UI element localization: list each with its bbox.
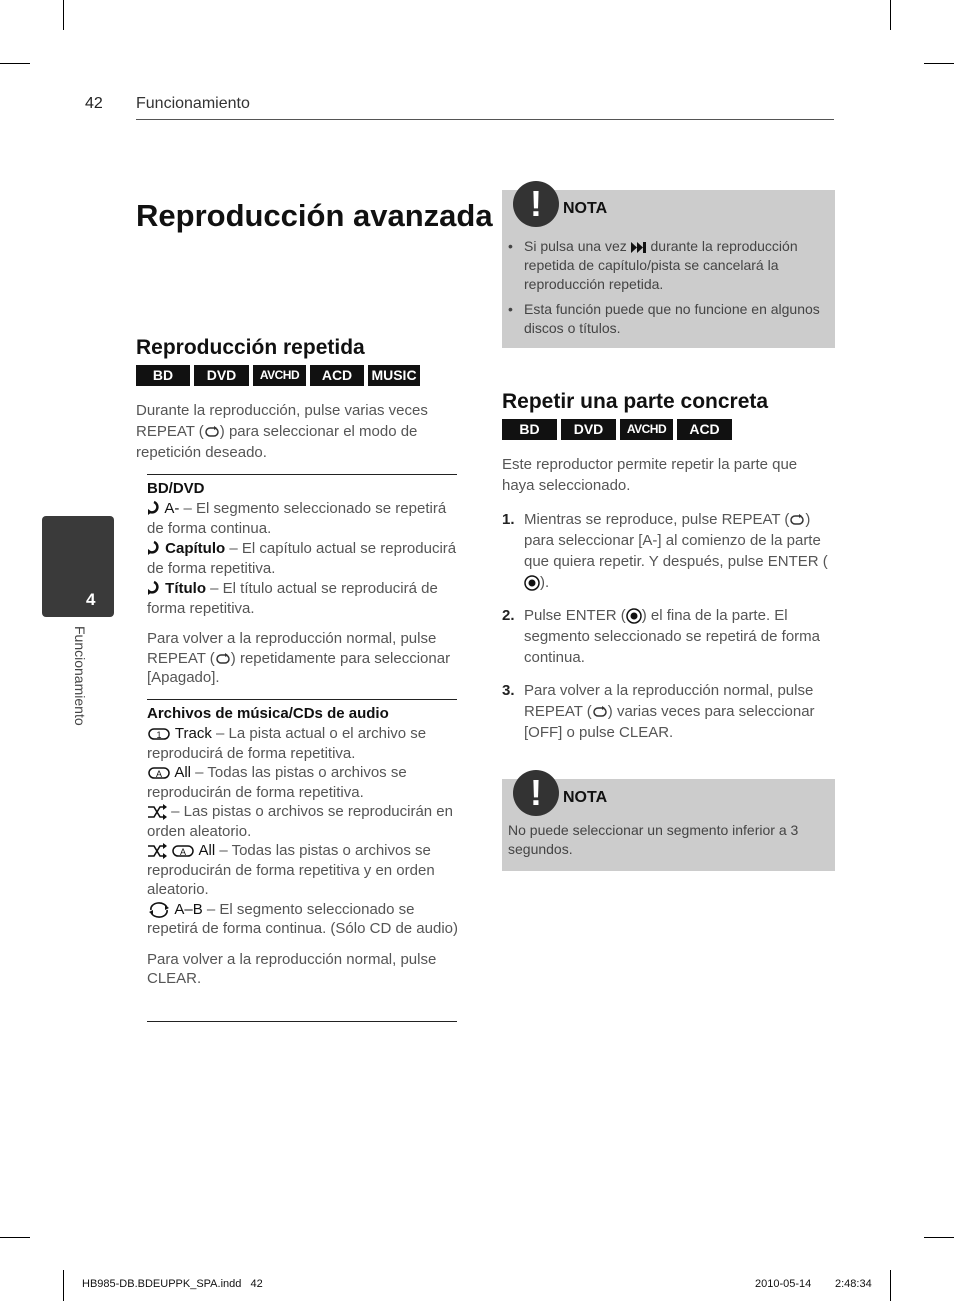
step-number: 2. bbox=[502, 607, 515, 624]
badge-dvd: DVD bbox=[194, 365, 249, 386]
bd-dvd-return bbox=[147, 629, 459, 688]
list-item bbox=[147, 763, 459, 802]
mode-label: Título bbox=[165, 580, 206, 597]
mode-desc: – El título actual se reproducirá de forma repetitiva. bbox=[147, 580, 438, 617]
crop-mark bbox=[0, 63, 30, 64]
subheading-bd-dvd: BD/DVD bbox=[147, 480, 205, 497]
mode-label: A–B bbox=[174, 900, 203, 918]
disc-badges bbox=[136, 365, 420, 386]
note-text: Si pulsa una vez bbox=[524, 238, 631, 254]
music-return: Para volver a la reproducción normal, pulse CLEAR. bbox=[147, 950, 437, 987]
disc-badges bbox=[502, 419, 732, 440]
note-title: NOTA bbox=[563, 200, 608, 217]
mode-label: A- bbox=[164, 500, 180, 517]
mode-label: All bbox=[174, 764, 192, 781]
mode-desc: – Todas las pistas o archivos se reproducirán de forma repetitiva y en orden aleatorio. bbox=[147, 842, 435, 898]
page-number: 42 bbox=[85, 95, 103, 112]
subheading-music: Archivos de música/CDs de audio bbox=[147, 705, 389, 722]
step-text: Pulse ENTER ( bbox=[524, 607, 626, 624]
mode-label: Capítulo bbox=[165, 540, 226, 557]
badge-acd: ACD bbox=[677, 419, 732, 440]
chapter-tab bbox=[42, 516, 114, 617]
enter-icon bbox=[524, 575, 540, 591]
step-text: Mientras se reproduce, pulse REPEAT ( bbox=[524, 511, 790, 528]
step-text: ) el fina de la parte. El segmento seleccionado se repetirá de forma continua. bbox=[524, 607, 821, 666]
mode-label: All bbox=[198, 842, 216, 859]
badge-dvd: DVD bbox=[561, 419, 616, 440]
step-item bbox=[502, 509, 832, 593]
step-text: Para volver a la reproducción normal, pulse REPEAT ( bbox=[524, 682, 814, 720]
note-text: No puede seleccionar un segmento inferior a 3 segundos. bbox=[508, 822, 799, 857]
return-text-end: ) repetidamente para seleccionar [Apagado]. bbox=[147, 649, 451, 686]
step-text: ) varias veces para seleccionar [OFF] o pulse CLEAR. bbox=[524, 703, 815, 741]
crop-mark bbox=[890, 1270, 891, 1301]
running-header: Funcionamiento bbox=[136, 95, 250, 112]
section-rule bbox=[147, 699, 457, 700]
note-item bbox=[502, 300, 832, 338]
exclamation-icon: ! bbox=[513, 181, 559, 227]
repeat-one-icon bbox=[147, 726, 171, 742]
crop-mark bbox=[63, 0, 64, 30]
footer-file bbox=[82, 1278, 263, 1290]
footer-filename: HB985-DB.BDEUPPK_SPA.indd bbox=[82, 1278, 242, 1290]
svg-text:1: 1 bbox=[156, 730, 162, 741]
mode-label: Track bbox=[174, 725, 212, 742]
mode-desc: – Todas las pistas o archivos se reproducirán de forma repetitiva. bbox=[147, 764, 407, 801]
footer-time: 2:48:34 bbox=[835, 1278, 872, 1290]
repeat-arrow-icon bbox=[147, 540, 161, 558]
svg-text:A: A bbox=[180, 847, 187, 858]
return-text: Para volver a la reproducción normal, pulse REPEAT ( bbox=[147, 630, 437, 667]
section-rule bbox=[147, 1021, 457, 1022]
enter-icon bbox=[626, 608, 642, 624]
crop-mark bbox=[0, 1237, 30, 1238]
list-item bbox=[147, 724, 459, 763]
badge-music: MUSIC bbox=[368, 365, 420, 386]
repeat-ab-icon bbox=[147, 902, 171, 918]
step-number: 1. bbox=[502, 511, 515, 528]
steps-list bbox=[502, 509, 832, 755]
step-text: ). bbox=[540, 574, 550, 591]
intro-text-end: ) para seleccionar el modo de repetición deseado. bbox=[136, 423, 418, 461]
repeat-icon bbox=[204, 426, 220, 438]
section-rule bbox=[147, 474, 457, 475]
chapter-label: Funcionamiento bbox=[72, 626, 88, 726]
repeat-all-icon bbox=[147, 765, 171, 781]
badge-bd: BD bbox=[502, 419, 557, 440]
repeat-arrow-icon bbox=[147, 500, 161, 518]
step-item bbox=[502, 605, 832, 668]
repeat-arrow-icon bbox=[147, 580, 161, 598]
mode-desc: – Las pistas o archivos se reproducirán en orden aleatorio. bbox=[147, 803, 453, 840]
header-rule bbox=[136, 119, 834, 120]
skip-next-icon bbox=[631, 242, 647, 253]
section-heading-part: Repetir una parte concreta bbox=[502, 390, 769, 413]
note-title: NOTA bbox=[563, 789, 608, 806]
badge-acd: ACD bbox=[310, 365, 364, 386]
page-title: Reproducción avanzada bbox=[136, 198, 493, 233]
list-item bbox=[147, 539, 459, 578]
intro-text: Durante la reproducción, pulse varias veces REPEAT ( bbox=[136, 402, 428, 440]
part-intro: Este reproductor permite repetir la parte que haya seleccionado. bbox=[502, 456, 798, 494]
bd-dvd-list bbox=[147, 499, 459, 688]
crop-mark bbox=[890, 0, 891, 30]
badge-avchd: AVCHD bbox=[620, 419, 673, 440]
footer-page: 42 bbox=[250, 1278, 263, 1290]
music-list bbox=[147, 724, 459, 989]
exclamation-icon: ! bbox=[513, 770, 559, 816]
section-heading-repeat: Reproducción repetida bbox=[136, 336, 365, 359]
mode-desc: – La pista actual o el archivo se reproducirá de forma repetitiva. bbox=[147, 725, 427, 762]
repeat-intro bbox=[136, 400, 456, 463]
list-item bbox=[147, 499, 459, 538]
note-text: Esta función puede que no funcione en algunos discos o títulos. bbox=[524, 301, 820, 336]
step-text: ) para seleccionar [A-] al comienzo de la parte que quiera repetir. Y después, pulse ENTER ( bbox=[524, 511, 828, 570]
mode-desc: – El capítulo actual se reproducirá de forma repetitiva. bbox=[147, 540, 457, 577]
shuffle-icon bbox=[147, 843, 167, 859]
mode-desc: – El segmento seleccionado se repetirá de forma continua. (Sólo CD de audio) bbox=[147, 900, 459, 937]
list-item bbox=[147, 841, 459, 900]
chapter-number: 4 bbox=[86, 590, 96, 609]
list-item bbox=[147, 900, 459, 939]
note-item bbox=[502, 237, 832, 294]
crop-mark bbox=[924, 63, 954, 64]
list-item bbox=[147, 802, 459, 841]
repeat-icon bbox=[789, 514, 805, 526]
badge-bd: BD bbox=[136, 365, 190, 386]
note-list bbox=[502, 237, 832, 344]
badge-avchd: AVCHD bbox=[253, 365, 306, 386]
repeat-icon bbox=[592, 706, 608, 718]
crop-mark bbox=[924, 1237, 954, 1238]
crop-mark bbox=[63, 1270, 64, 1301]
shuffle-icon bbox=[147, 804, 167, 820]
footer-date: 2010-05-14 bbox=[755, 1278, 812, 1290]
mode-desc: – El segmento seleccionado se repetirá de forma continua. bbox=[147, 500, 447, 537]
step-item bbox=[502, 680, 832, 743]
list-item bbox=[147, 579, 459, 618]
repeat-icon bbox=[215, 653, 231, 665]
note-text-end: durante la reproducción repetida de capítulo/pista se cancelará la reproducción repetida. bbox=[524, 238, 798, 292]
svg-text:A: A bbox=[155, 769, 163, 780]
step-number: 3. bbox=[502, 682, 515, 699]
repeat-all-icon bbox=[171, 843, 195, 859]
